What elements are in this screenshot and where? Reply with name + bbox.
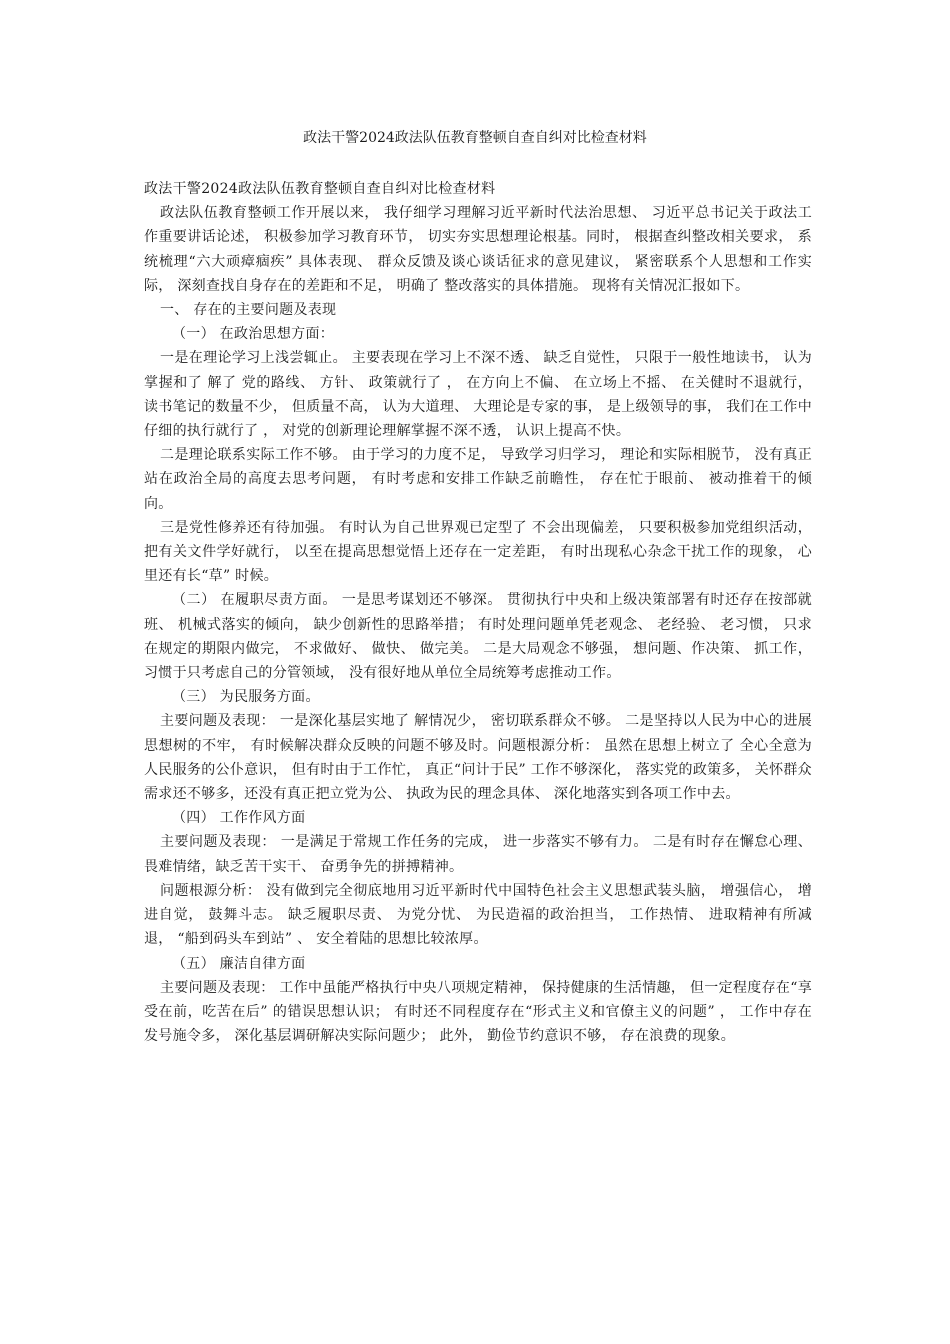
paragraph: 一是在理论学习上浅尝辄止。 主要表现在学习上不深不透、 缺乏自觉性， 只限于一般性地读书， 认为掌握和了 解了 党的路线、 方针、 政策就行了 ， 在方向上不偏、 在立场上不摇、 在关健时不退就行， 读书笔记的数量不少， 但质量不高， 认为大道理、 大理论是专家的事， 是上级领导的事， 我们在工作中仔细的执行就行了 ， 对党的创新理论理解掌握不深不透， 认识上提高不快。 [144, 350, 812, 440]
section-heading: 一、 存在的主要问题及表现 [160, 302, 337, 319]
subsection-heading: （四） 工作作风方面 [172, 810, 306, 827]
paragraph: 二是理论联系实际工作不够。 由于学习的力度不足， 导致学习归学习， 理论和实际相脱节， 没有真正站在政治全局的高度去思考问题， 有时考虑和安排工作缺乏前瞻性， 存在忙于眼前、 被动推着干的倾向。 [144, 447, 812, 512]
body-heading: 政法干警2024政法队伍教育整顿自查自纠对比检查材料 [144, 181, 496, 197]
paragraph: 主要问题及表现： 工作中虽能严格执行中央八项规定精神， 保持健康的生活情趣， 但一定程度存在“享受在前，吃苦在后” 的错误思想认识； 有时还不同程度存在“形式主义和官僚主义的问题” ， 工作中存在发号施令多， 深化基层调研解决实际问题少； 此外， 勤俭节约意识不够， 存在浪费的现象。 [144, 979, 812, 1045]
document-body [144, 177, 812, 1048]
subsection-heading: （三） 为民服务方面。 [172, 689, 320, 706]
subsection-heading: （五） 廉洁自律方面 [172, 955, 306, 972]
paragraph: 问题根源分析： 没有做到完全彻底地用习近平新时代中国特色社会主义思想武装头脑， 增强信心， 增进自觉， 鼓舞斗志。 缺乏履职尽责、 为党分忧、 为民造福的政治担当， 工作热情、 进取精神有所减退， “船到码头车到站” 、 安全着陆的思想比较浓厚。 [144, 882, 812, 948]
subsection-heading: （一） 在政治思想方面： [172, 326, 335, 343]
paragraph: 三是党性修养还有待加强。 有时认为自己世界观已定型了 不会出现偏差， 只要积极参加党组织活动， 把有关文件学好就行， 以至在提高思想觉悟上还存在一定差距， 有时出现私心杂念干扰工作的现象， 心里还有长“草” 时候。 [144, 519, 812, 585]
paragraph: 主要问题及表现： 一是满足于常规工作任务的完成， 进一步落实不够有力。 二是有时存在懈怠心理、 畏难情绪，缺乏苦干实干、 奋勇争先的拼搏精神。 [144, 834, 812, 875]
paragraph: （二） 在履职尽责方面。 一是思考谋划还不够深。 贯彻执行中央和上级决策部署有时还存在按部就班、 机械式落实的倾向， 缺少创新性的思路举措； 有时处理问题单凭老观念、 老经验、 老习惯， 只求在规定的期限内做完， 不求做好、 做快、 做完美。 二是大局观念不够强， 想问题、作决策、 抓工作， 习惯于只考虑自己的分管领域， 没有很好地从单位全局统筹考虑推动工作。 [144, 592, 812, 682]
paragraph: 主要问题及表现： 一是深化基层实地了 解情况少， 密切联系群众不够。 二是坚持以人民为中心的进展思想树的不牢， 有时候解决群众反映的问题不够及时。问题根源分析： 虽然在思想上树立了 全心全意为人民服务的公仆意识， 但有时由于工作忙， 真正“问计于民” 工作不够深化， 落实党的政策多， 关怀群众需求还不够多，还没有真正把立党为公、 执政为民的理念具体、 深化地落实到各项工作中去。 [144, 713, 812, 803]
paragraph-intro: 政法队伍教育整顿工作开展以来， 我仔细学习理解习近平新时代法治思想、 习近平总书记关于政法工作重要讲话论述， 积极参加学习教育环节， 切实夯实思想理论根基。同时， 根据查纠整改相关要求， 系统梳理“六大顽瘴痼疾” 具体表现、 群众反馈及谈心谈话征求的意见建议， 紧密联系个人思想和工作实际， 深刻查找自身存在的差距和不足， 明确了 整改落实的具体措施。 现将有关情况汇报如下。 [144, 205, 812, 294]
document-title: 政法干警2024政法队伍教育整顿自查自纠对比检查材料 [303, 130, 647, 146]
